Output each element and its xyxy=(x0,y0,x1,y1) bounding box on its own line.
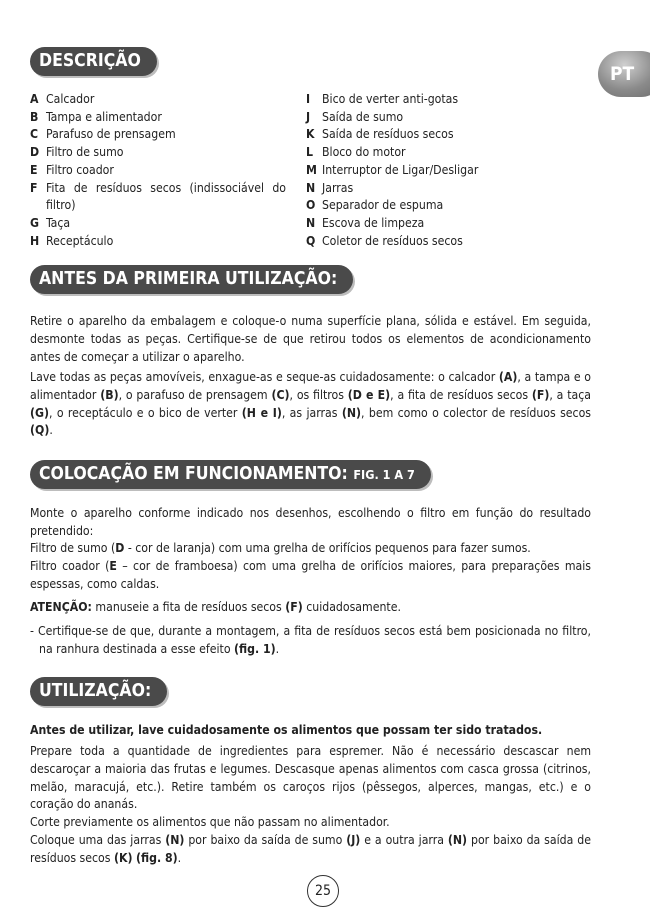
language-badge: PT xyxy=(598,51,650,97)
list-item xyxy=(306,109,586,127)
part-letter: E xyxy=(30,162,38,177)
list-item xyxy=(30,162,286,180)
paragraph-colocacao-note: - Certifique-se de que, durante a montagem, a fita de resíduos secos está bem posicionada no filtro, na ranhura destinada a esse efeito (fig. 1). xyxy=(30,624,591,656)
part-name: Saída de resíduos secos xyxy=(322,127,454,142)
part-name: Filtro de sumo xyxy=(46,145,124,160)
list-item xyxy=(306,197,586,215)
list-item xyxy=(30,109,286,127)
part-letter: O xyxy=(306,198,316,213)
part-letter: K xyxy=(306,127,315,142)
paragraph-atencao: ATENÇÃO: manuseie a fita de resíduos secos (F) cuidadosamente. xyxy=(30,600,401,614)
heading-antes-primeira-utilizacao: ANTES DA PRIMEIRA UTILIZAÇÃO: xyxy=(30,265,353,294)
part-letter: B xyxy=(30,109,39,124)
list-item xyxy=(306,126,586,144)
list-item xyxy=(30,144,286,162)
list-item xyxy=(30,91,286,109)
heading-descricao: DESCRIÇÃO xyxy=(30,47,157,76)
part-letter: G xyxy=(30,215,39,230)
paragraph-antes-1: Retire o aparelho da embalagem e coloque-o numa superfície plana, sólida e estável. Em seguida, desmonte todas as peças. Certifique-se de que retirou todos os elementos de acondicionamento antes de começar a utilizar o aparelho. xyxy=(30,314,591,364)
part-letter: H xyxy=(30,233,40,248)
part-name: Taça xyxy=(46,215,71,230)
paragraph-utilizacao-3: Coloque uma das jarras (N) por baixo da saída de sumo (J) e a outra jarra (N) por baixo da saída de resíduos secos (K) (fig. 8). xyxy=(30,833,591,865)
list-item xyxy=(30,215,286,233)
part-name: Saída de sumo xyxy=(322,109,404,124)
list-item xyxy=(30,180,286,215)
part-letter: N xyxy=(306,215,316,230)
part-name: Receptáculo xyxy=(46,233,114,248)
part-name: Fita de resíduos secos (indissociável do filtro) xyxy=(46,180,286,213)
list-item xyxy=(306,91,586,109)
part-name: Interruptor de Ligar/Desligar xyxy=(322,162,479,177)
list-item xyxy=(30,233,286,251)
part-letter: L xyxy=(306,145,313,160)
parts-list-right xyxy=(306,91,586,250)
paragraph-antes-2: Lave todas as peças amovíveis, enxague-as e seque-as cuidadosamente: o calcador (A), a tampa e o alimentador (B), o parafuso de prensagem (C), os filtros (D e E), a fita de resíduos secos (F), a taça (G), o receptáculo e o bico de verter (H e I), as jarras (N), bem como o colector de resíduos secos (Q). xyxy=(30,370,591,438)
part-name: Escova de limpeza xyxy=(322,215,425,230)
parts-list-left xyxy=(30,91,286,250)
list-item xyxy=(306,144,586,162)
part-name: Jarras xyxy=(322,180,354,195)
part-letter: N xyxy=(306,180,316,195)
list-item xyxy=(306,162,586,180)
part-name: Separador de espuma xyxy=(322,198,444,213)
part-name: Parafuso de prensagem xyxy=(46,127,176,142)
paragraph-utilizacao-1: Prepare toda a quantidade de ingredientes para espremer. Não é necessário descascar nem descaroçar a maioria das frutas e legumes. Descasque apenas alimentos com casca grossa (citrinos, melão, maracujá, etc.). Retire também os caroços rijos (pêssegos, alperces, mangas, etc.) e o coração do ananás. xyxy=(30,744,591,812)
part-letter: D xyxy=(30,145,40,160)
part-name: Calcador xyxy=(46,92,95,106)
part-name: Tampa e alimentador xyxy=(46,109,162,124)
part-name: Bloco do motor xyxy=(322,145,406,160)
paragraph-colocacao-3: Filtro coador (E – cor de framboesa) com uma grelha de orifícios maiores, para preparações mais espessas, como caldas. xyxy=(30,559,592,591)
part-letter: A xyxy=(30,92,39,106)
part-letter: I xyxy=(306,92,311,106)
part-letter: C xyxy=(30,127,39,142)
list-item xyxy=(306,180,586,198)
paragraph-colocacao-2: Filtro de sumo (D - cor de laranja) com uma grelha de orifícios pequenos para fazer sumos. xyxy=(30,541,531,555)
part-name: Coletor de resíduos secos xyxy=(322,233,463,248)
paragraph-utilizacao-warning: Antes de utilizar, lave cuidadosamente os alimentos que possam ter sido tratados. xyxy=(30,723,543,737)
part-name: Bico de verter anti-gotas xyxy=(322,92,459,106)
part-letter: J xyxy=(306,109,311,124)
page-number: 25 xyxy=(307,875,339,907)
paragraph-utilizacao-2: Corte previamente os alimentos que não passam no alimentador. xyxy=(30,815,390,829)
paragraph-colocacao-1: Monte o aparelho conforme indicado nos desenhos, escolhendo o filtro em função do resultado pretendido: xyxy=(30,506,591,538)
list-item xyxy=(306,233,586,251)
list-item xyxy=(306,215,586,233)
heading-utilizacao: UTILIZAÇÃO: xyxy=(30,677,167,706)
part-letter: M xyxy=(306,162,317,177)
heading-colocacao-em-funcionamento: COLOCAÇÃO EM FUNCIONAMENTO: FIG. 1 A 7 xyxy=(30,460,431,489)
part-letter: Q xyxy=(306,233,316,248)
part-letter: F xyxy=(30,180,38,195)
list-item xyxy=(30,126,286,144)
part-name: Filtro coador xyxy=(46,162,114,177)
